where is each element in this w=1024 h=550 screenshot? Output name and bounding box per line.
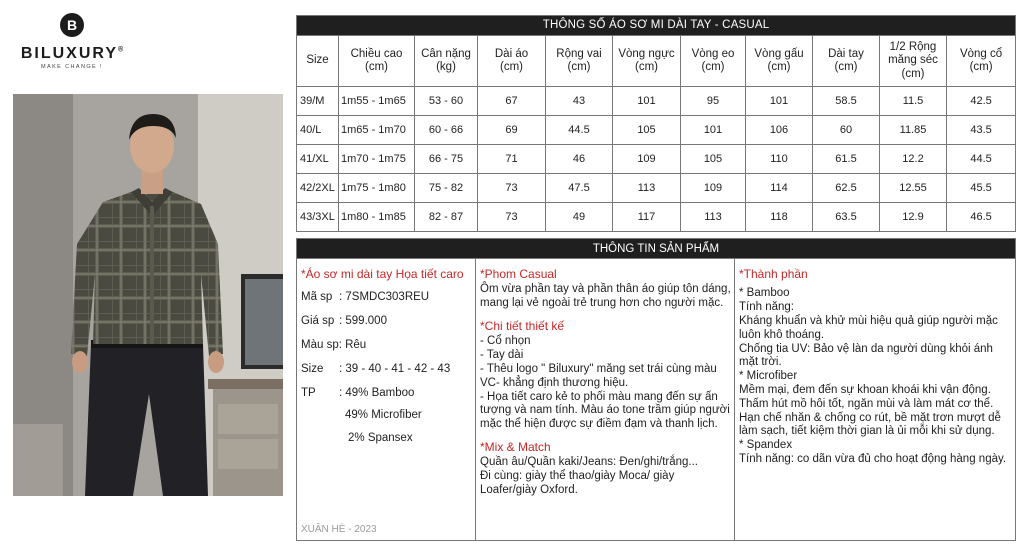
cell-cuff: 12.2 [880,145,947,174]
cell-shoulder: 46 [546,145,613,174]
product-price-label: Giá sp [301,315,335,328]
product-info-table [296,238,1016,541]
cell-length: 67 [478,87,546,116]
bamboo-feature: Tính năng: [739,301,794,314]
cell-collar: 42.5 [947,87,1016,116]
cell-weight: 82 - 87 [415,203,478,232]
design-title: *Chi tiết thiết kế [480,318,565,333]
product-info-title: THÔNG TIN SẢN PHẨM [297,239,1016,259]
product-design [476,259,735,541]
table-row [297,203,1016,232]
cell-sleeve: 61.5 [813,145,880,174]
cell-hem: 114 [746,174,813,203]
cell-collar: 43.5 [947,116,1016,145]
brand-tagline: MAKE CHANGE ! [41,64,103,70]
cell-waist: 101 [681,116,746,145]
microfiber-title: * Microfiber [739,370,798,383]
cell-hem: 110 [746,145,813,174]
cell-size: 40/L [297,116,339,145]
cell-height: 1m55 - 1m65 [339,87,415,116]
fit-title: *Phom Casual [480,267,557,281]
bamboo-desc: Chống tia UV: Bảo vệ làn da người dùng khỏi ánh mặt trời. [739,342,993,369]
cell-cuff: 12.9 [880,203,947,232]
col-header-size: Size [297,36,339,87]
product-tp-label: TP [301,386,316,399]
product-code-label: Mã sp [301,291,333,304]
product-tp-microfiber: 49% Microfiber [345,409,422,422]
product-code-value: : 7SMDC303REU [339,291,430,304]
mix-title: *Mix & Match [480,439,551,454]
mix-line: Quần âu/Quần kaki/Jeans: Đen/ghi/trắng... [480,456,698,469]
cell-waist: 105 [681,145,746,174]
cell-weight: 75 - 82 [415,174,478,203]
spandex-desc: Tính năng: co dãn vừa đủ cho hoạt động hàng ngày. [739,452,1007,465]
cell-height: 1m70 - 1m75 [339,145,415,174]
cell-size: 43/3XL [297,203,339,232]
cell-chest: 117 [613,203,681,232]
mix-line: Đi cùng: giày thể thao/giày Moca/ giày Loafer/giày Oxford. [480,470,675,496]
cell-cuff: 11.5 [880,87,947,116]
col-header-length: Dài áo (cm) [478,36,546,87]
cell-sleeve: 58.5 [813,87,880,116]
cell-collar: 46.5 [947,203,1016,232]
col-header-collar: Vòng cổ (cm) [947,36,1016,87]
col-header-shoulder: Rộng vai (cm) [546,36,613,87]
cell-height: 1m75 - 1m80 [339,174,415,203]
product-price-value: : 599.000 [339,315,387,328]
design-item: - Cổ nhọn [480,335,531,348]
brand-name: BILUXURY® [20,45,124,62]
cell-weight: 60 - 66 [415,116,478,145]
cell-waist: 113 [681,203,746,232]
cell-collar: 45.5 [947,174,1016,203]
brand-logo [12,12,132,70]
product-tp-spansex: 2% Spansex [348,432,413,445]
col-header-cuff: 1/2 Rộng măng séc (cm) [880,36,947,87]
cell-weight: 53 - 60 [415,87,478,116]
cell-chest: 105 [613,116,681,145]
col-header-sleeve: Dài tay (cm) [813,36,880,87]
microfiber-desc: Hạn chế nhăn & chống co rút, bề mặt trơn mượt dễ làm sạch, tiết kiệm thời gian là ủi mỗi khi sử dụng. [739,411,1001,438]
design-item: - Họa tiết caro kẻ to phối màu mang đến sự ấn tượng và nam tính. Màu áo tone trầm giúp người mặc thể hiện được sự điềm đạm và thanh lịch. [480,390,730,431]
microfiber-desc: Mềm mại, đem đến sự khoan khoái khi vận động. Thấm hút mồ hôi tốt, ngăn mùi và làm mát cơ thể. [739,383,994,410]
cell-waist: 95 [681,87,746,116]
cell-cuff: 11.85 [880,116,947,145]
product-size-value: : 39 - 40 - 41 - 42 - 43 [339,362,451,375]
product-sizes [301,363,472,377]
design-item: - Tay dài [480,349,524,362]
season-label: XUÂN HÈ - 2023 [301,524,377,535]
model-photo [13,94,283,496]
cell-collar: 44.5 [947,145,1016,174]
cell-length: 71 [478,145,546,174]
size-chart-table [296,15,1016,232]
product-composition [301,387,472,401]
cell-size: 39/M [297,87,339,116]
product-color: Màu sp: Rêu [301,338,367,351]
cell-height: 1m65 - 1m70 [339,116,415,145]
col-header-chest: Vòng ngực (cm) [613,36,681,87]
product-name: *Áo sơ mi dài tay Họa tiết caro [301,267,464,281]
cell-size: 41/XL [297,145,339,174]
fit-text: Ôm vừa phần tay và phần thân áo giúp tôn dáng, mang lại vẻ ngoài trẻ trung hơn cho người mặc. [480,283,731,310]
product-code [301,291,472,305]
cell-chest: 101 [613,87,681,116]
product-size-label: Size [301,362,324,375]
cell-sleeve: 62.5 [813,174,880,203]
cell-shoulder: 47.5 [546,174,613,203]
cell-hem: 101 [746,87,813,116]
cell-weight: 66 - 75 [415,145,478,174]
table-row [297,145,1016,174]
spandex-title: * Spandex [739,439,793,452]
col-header-waist: Vòng eo (cm) [681,36,746,87]
design-item: - Thêu logo " Biluxury" măng set trái cùng màu VC- khẳng định thương hiệu. [480,362,717,389]
table-row [297,174,1016,203]
product-tp-value: : 49% Bamboo [339,386,415,399]
cell-shoulder: 43 [546,87,613,116]
cell-height: 1m80 - 1m85 [339,203,415,232]
col-header-hem: Vòng gấu (cm) [746,36,813,87]
cell-cuff: 12.55 [880,174,947,203]
size-chart-header-row [297,36,1016,87]
cell-sleeve: 63.5 [813,203,880,232]
svg-text:B: B [66,17,78,33]
cell-waist: 109 [681,174,746,203]
cell-shoulder: 44.5 [546,116,613,145]
table-row [297,116,1016,145]
cell-length: 73 [478,174,546,203]
model-illustration [13,94,283,496]
brand-circle-icon [59,12,85,38]
product-price [301,315,472,329]
cell-hem: 118 [746,203,813,232]
cell-shoulder: 49 [546,203,613,232]
col-header-height: Chiều cao (cm) [339,36,415,87]
bamboo-title: * Bamboo [739,287,790,300]
table-row [297,87,1016,116]
cell-length: 73 [478,203,546,232]
cell-sleeve: 60 [813,116,880,145]
cell-length: 69 [478,116,546,145]
product-basics [297,259,476,541]
product-material [735,259,1016,541]
material-title: *Thành phần [739,267,808,281]
cell-chest: 113 [613,174,681,203]
cell-hem: 106 [746,116,813,145]
cell-chest: 109 [613,145,681,174]
bamboo-desc: Kháng khuẩn và khử mùi hiệu quả giúp người mặc luôn khô thoáng. [739,314,998,341]
size-chart-title: THÔNG SỐ ÁO SƠ MI DÀI TAY - CASUAL [297,16,1016,36]
col-header-weight: Cân nặng (kg) [415,36,478,87]
cell-size: 42/2XL [297,174,339,203]
